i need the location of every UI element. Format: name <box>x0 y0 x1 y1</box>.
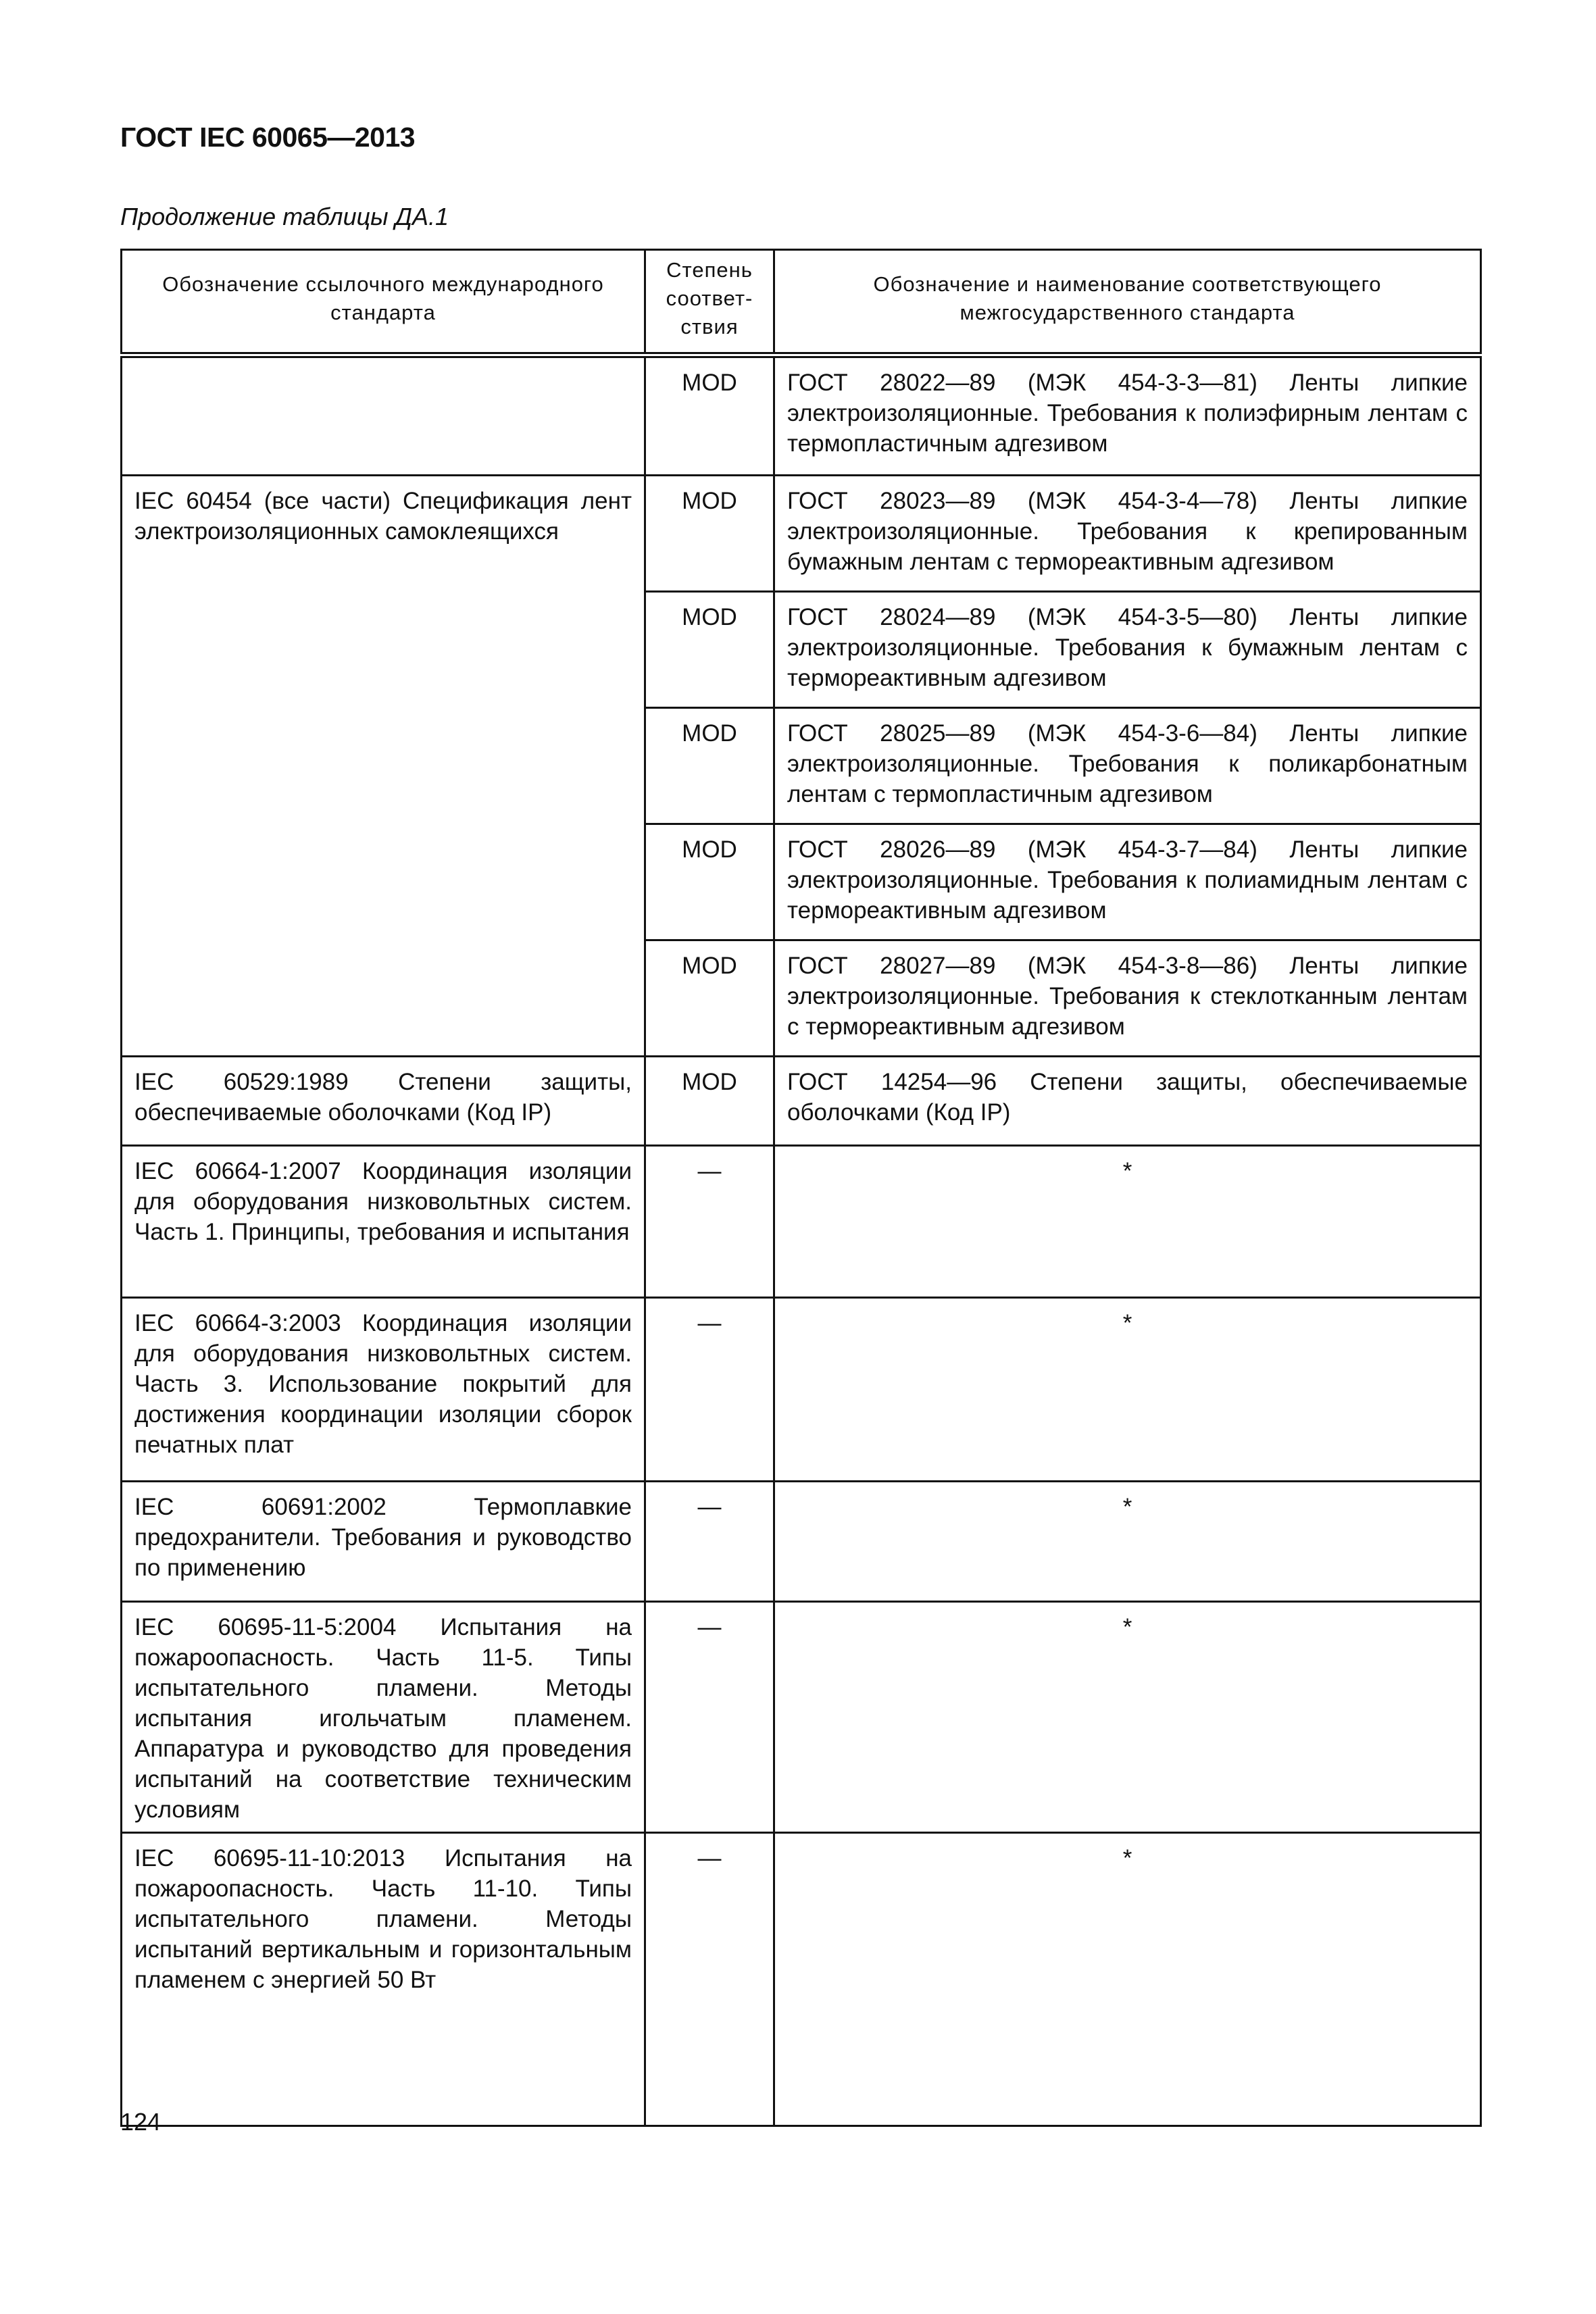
gost-cell: * <box>774 1146 1481 1298</box>
degree-cell: — <box>645 1482 774 1602</box>
ref-cell <box>122 355 645 476</box>
ref-cell: IEC 60695-11-10:2013 Испытания на пожароопасность. Часть 11-10. Типы испытательного пламени. Методы испытаний вертикальным и горизонтальным пламенем с энергией 50 Вт <box>122 1833 645 2126</box>
table-row <box>122 1057 1481 1146</box>
ref-cell: IEC 60695-11-5:2004 Испытания на пожароопасность. Часть 11-5. Типы испытательного пламени. Методы испытания игольчатым пламенем. Аппаратура и руководство для проведения испытаний на соответствие техническим условиям <box>122 1602 645 1833</box>
degree-cell: MOD <box>645 355 774 476</box>
gost-cell: * <box>774 1298 1481 1482</box>
ref-cell: IEC 60454 (все части) Спецификация лент электроизоляционных самоклеящихся <box>122 476 645 1057</box>
ref-cell: IEC 60664-1:2007 Координация изоляции для оборудования низковольтных систем. Часть 1. Принципы, требования и испытания <box>122 1146 645 1298</box>
document-header: ГОСТ IEC 60065—2013 <box>120 122 416 153</box>
gost-cell: * <box>774 1602 1481 1833</box>
gost-cell: ГОСТ 28026—89 (МЭК 454-3-7—84) Ленты липкие электроизоляционные. Требования к полиамидным лентам с термореактивным адгезивом <box>774 824 1481 940</box>
degree-cell: MOD <box>645 592 774 708</box>
degree-cell: — <box>645 1146 774 1298</box>
gost-cell: * <box>774 1482 1481 1602</box>
column-header-ref: Обозначение ссылочного международного стандарта <box>122 250 645 355</box>
degree-cell: MOD <box>645 1057 774 1146</box>
table-header-row <box>122 250 1481 355</box>
table-row <box>122 1298 1481 1482</box>
ref-cell: IEC 60529:1989 Степени защиты, обеспечиваемые оболочками (Код IP) <box>122 1057 645 1146</box>
gost-cell: ГОСТ 28024—89 (МЭК 454-3-5—80) Ленты липкие электроизоляционные. Требования к бумажным лентам с термореактивным адгезивом <box>774 592 1481 708</box>
table-row <box>122 476 1481 592</box>
ref-cell: IEC 60664-3:2003 Координация изоляции для оборудования низковольтных систем. Часть 3. Использование покрытий для достижения координации изоляции сборок печатных плат <box>122 1298 645 1482</box>
degree-cell: — <box>645 1833 774 2126</box>
degree-cell: MOD <box>645 940 774 1057</box>
degree-cell: — <box>645 1298 774 1482</box>
degree-cell: — <box>645 1602 774 1833</box>
table-row <box>122 1602 1481 1833</box>
ref-cell: IEC 60691:2002 Термоплавкие предохранители. Требования и руководство по применению <box>122 1482 645 1602</box>
gost-cell: ГОСТ 14254—96 Степени защиты, обеспечиваемые оболочками (Код IP) <box>774 1057 1481 1146</box>
degree-cell: MOD <box>645 708 774 824</box>
table-row <box>122 355 1481 476</box>
gost-cell: ГОСТ 28025—89 (МЭК 454-3-6—84) Ленты липкие электроизоляционные. Требования к поликарбонатным лентам с термопластичным адгезивом <box>774 708 1481 824</box>
page-number: 124 <box>120 2108 161 2136</box>
gost-cell: ГОСТ 28027—89 (МЭК 454-3-8—86) Ленты липкие электроизоляционные. Требования к стеклотканным лентам с термореактивным адгезивом <box>774 940 1481 1057</box>
table-row <box>122 1833 1481 2126</box>
degree-cell: MOD <box>645 476 774 592</box>
gost-cell: ГОСТ 28023—89 (МЭК 454-3-4—78) Ленты липкие электроизоляционные. Требования к крепированным бумажным лентам с термореактивным адгезивом <box>774 476 1481 592</box>
standards-table <box>120 249 1482 2127</box>
table-caption: Продолжение таблицы ДА.1 <box>120 203 449 230</box>
table-row <box>122 1482 1481 1602</box>
gost-cell: ГОСТ 28022—89 (МЭК 454-3-3—81) Ленты липкие электроизоляционные. Требования к полиэфирным лентам с термопластичным адгезивом <box>774 355 1481 476</box>
gost-cell: * <box>774 1833 1481 2126</box>
table-row <box>122 1146 1481 1298</box>
degree-cell: MOD <box>645 824 774 940</box>
column-header-gost: Обозначение и наименование соответствующего межгосударственного стандарта <box>774 250 1481 355</box>
column-header-degree: Степень соответ-ствия <box>645 250 774 355</box>
